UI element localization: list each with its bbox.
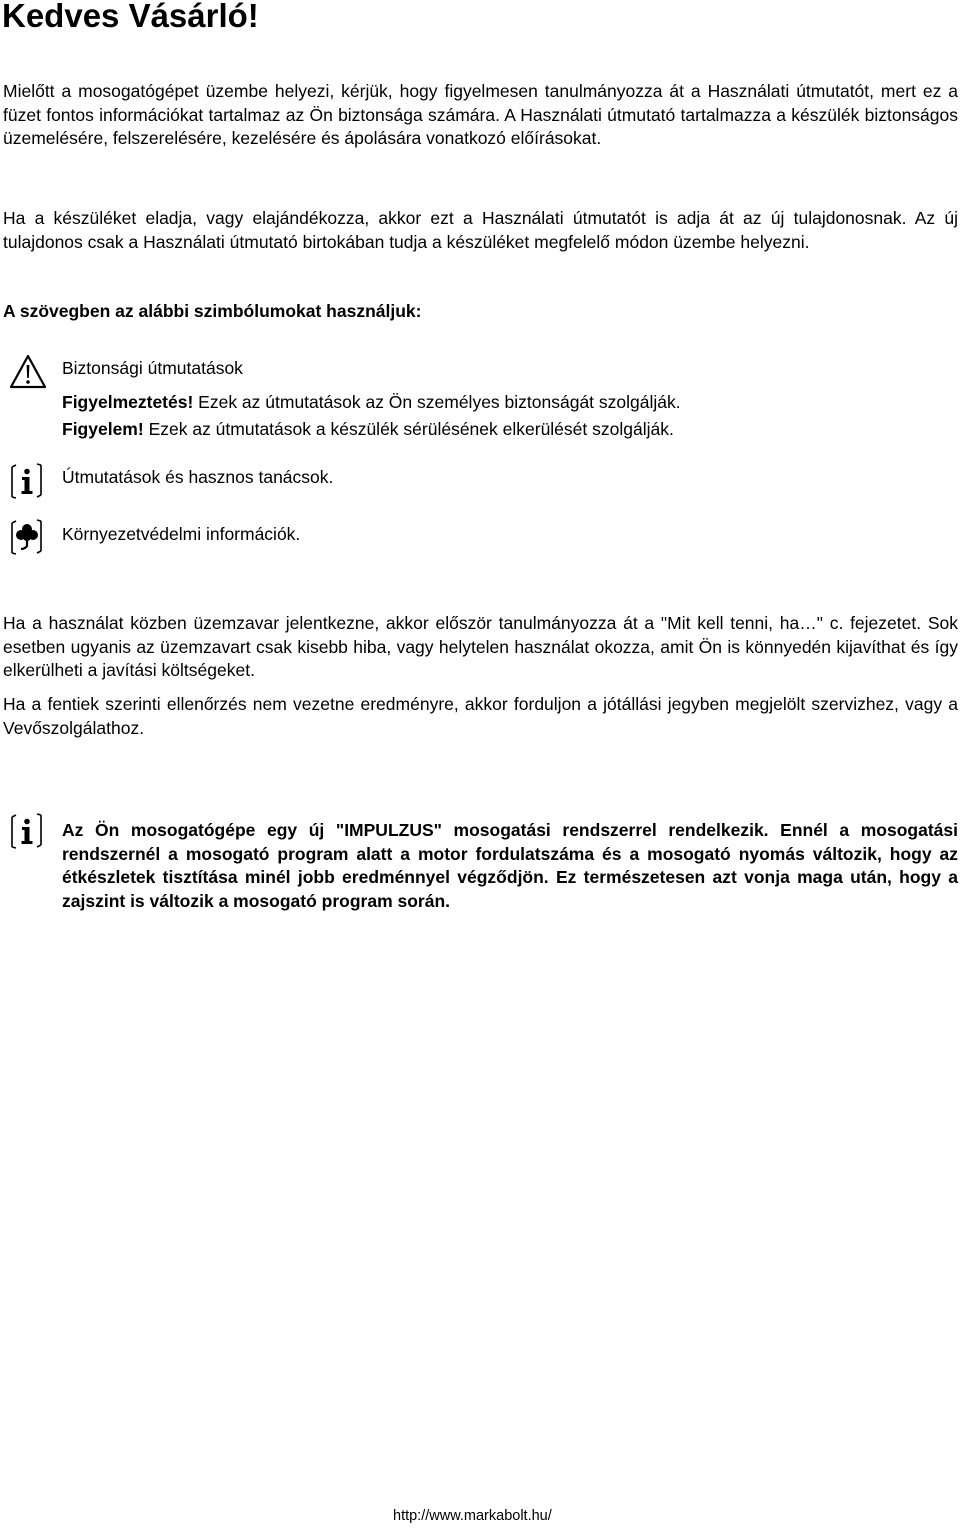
environment-leaf-icon [10,519,44,560]
environment-label: Környezetvédelmi információk. [62,524,301,544]
safety-instructions-label: Biztonsági útmutatások [62,358,243,378]
caution-label: Figyelem! [62,419,144,439]
info-label: Útmutatások és hasznos tanácsok. [62,467,334,487]
page-title: Kedves Vásárló! [2,0,259,34]
info-icon [10,813,44,854]
warning-text: Ezek az útmutatások az Ön személyes biztonságát szolgálják. [193,392,681,412]
symbols-heading: A szövegben az alábbi szimbólumokat használjuk: [3,301,422,321]
caution-line [62,418,674,441]
warning-triangle-icon [8,353,48,396]
intro-paragraph-2: Ha a készüléket eladja, vagy elajándékozza, akkor ezt a Használati útmutatót is adja át az új tulajdonosnak. Az új tulajdonos csak a Használati útmutató birtokában tudja a készüléket megfelelő módon üzembe helyezni. [3,208,958,252]
info-icon [10,463,44,504]
intro-paragraph-1: Mielőtt a mosogatógépet üzembe helyezi, kérjük, hogy figyelmesen tanulmányozza át a Használati útmutatót, mert ez a füzet fontos információkat tartalmaz az Ön biztonsága számára. A Használati útmutató tartalmazza a készülék biztonságos üzemelésére, felszerelésére, kezelésére és ápolására vonatkozó előírásokat. [3,81,958,148]
warning-label: Figyelmeztetés! [62,392,194,412]
footer-url: http://www.markabolt.hu/ [393,1508,552,1524]
trouble-paragraph-1: Ha a használat közben üzemzavar jelentkezne, akkor először tanulmányozza át a "Mit kell tenni, ha…" c. fejezetet. Sok esetben ugyanis az üzemzavart csak kisebb hiba, vagy helytelen használat okozza, amit Ön is könnyedén kijavíthat és így elkerülheti a javítási költségeket. [3,613,958,680]
caution-text: Ezek az útmutatások a készülék sérülésének elkerülését szolgálják. [143,419,674,439]
warning-line [62,391,681,414]
impulzus-note: Az Ön mosogatógépe egy új "IMPULZUS" mosogatási rendszerrel rendelkezik. Ennél a mosogatási rendszernél a mosogató program alatt a motor fordulatszáma és a mosogató nyomás változik, hogy az étkészletek tisztítása minél jobb eredménnyel végződjön. Ez természetesen azt vonja maga után, hogy a zajszint is változik a mosogató program során. [62,820,958,911]
trouble-paragraph-2: Ha a fentiek szerinti ellenőrzés nem vezetne eredményre, akkor forduljon a jótállási jegyben megjelölt szervizhez, vagy a Vevőszolgálathoz. [3,694,958,738]
